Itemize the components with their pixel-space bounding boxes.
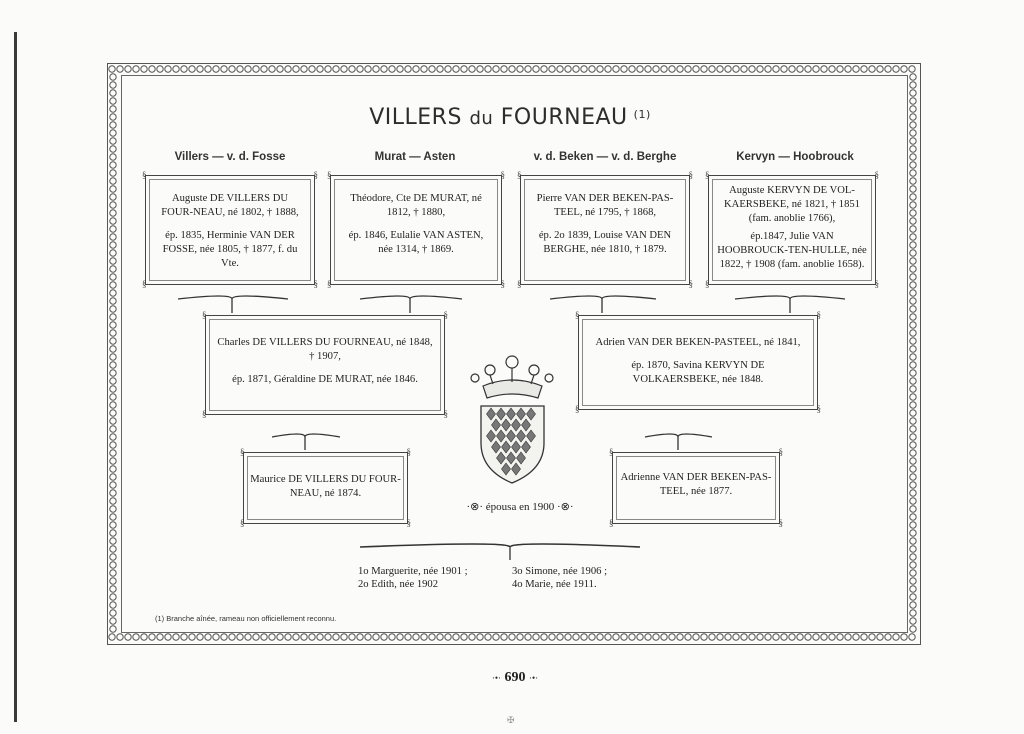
corner-ornament: § bbox=[313, 279, 318, 289]
grandfather-text: Auguste KERVYN DE VOL-KAERSBEKE, né 1821, † 1851 (fam. anoblie 1766), bbox=[724, 185, 860, 224]
brace-connector bbox=[178, 296, 288, 299]
corner-ornament: § bbox=[142, 170, 147, 180]
library-stamp-icon: ✠ bbox=[507, 715, 515, 725]
children-list-left bbox=[358, 565, 468, 591]
column-heading-3: v. d. Beken — v. d. Berghe bbox=[533, 151, 677, 163]
corner-ornament: § bbox=[517, 279, 522, 289]
wife-box bbox=[609, 447, 783, 528]
husband-text: Maurice DE VILLERS DU FOUR-NEAU, né 1874. bbox=[250, 474, 401, 499]
title-main: VILLERS bbox=[369, 105, 462, 130]
column-heading-2: Murat — Asten bbox=[374, 151, 456, 163]
corner-ornament: § bbox=[778, 447, 783, 457]
grandfather-text: Théodore, Cte DE MURAT, né 1812, † 1880, bbox=[350, 193, 482, 218]
child-entry: 4o Marie, née 1911. bbox=[512, 579, 597, 590]
page-ornament-right: ·•· bbox=[529, 673, 539, 683]
mother-text: ép. 1870, Savina KERVYN DE VOLKAERSBEKE, née 1848. bbox=[631, 360, 765, 385]
corner-ornament: § bbox=[609, 518, 614, 528]
grandmother-text: ép. 2o 1839, Louise VAN DEN BERGHE, née 1810, † 1879. bbox=[538, 230, 672, 255]
corner-ornament: § bbox=[406, 447, 411, 457]
corner-ornament: § bbox=[705, 279, 710, 289]
grandfather-text: Pierre VAN DER BEKEN-PAS-TEEL, né 1795, † 1868, bbox=[536, 193, 674, 218]
brace-connector bbox=[735, 296, 845, 299]
grandmother-text: ép. 1835, Herminie VAN DER FOSSE, née 1805, † 1877, f. du Vte. bbox=[162, 230, 298, 269]
title-name: FOURNEAU bbox=[500, 105, 628, 130]
children-list-right bbox=[512, 565, 607, 591]
corner-ornament: § bbox=[202, 409, 207, 419]
corner-ornament: § bbox=[443, 409, 448, 419]
father-text: Adrien VAN DER BEKEN-PASTEEL, né 1841, bbox=[595, 337, 801, 348]
corner-ornament: § bbox=[575, 404, 580, 414]
corner-ornament: § bbox=[816, 404, 821, 414]
title-note-ref: (1) bbox=[633, 108, 651, 121]
brace-connector bbox=[645, 434, 712, 437]
grandmother-text: ép.1847, Julie VAN HOOBROUCK-TEN-HULLE, née 1822, † 1908 (fam. anoblie 1658). bbox=[717, 231, 867, 270]
father-text: Charles DE VILLERS DU FOURNEAU, né 1848, † 1907, bbox=[217, 337, 433, 362]
corner-ornament: § bbox=[778, 518, 783, 528]
brace-connector bbox=[550, 296, 656, 299]
column-heading-4: Kervyn — Hoobrouck bbox=[736, 151, 854, 163]
corner-ornament: § bbox=[705, 170, 710, 180]
corner-ornament: § bbox=[240, 447, 245, 457]
corner-ornament: § bbox=[816, 310, 821, 320]
corner-ornament: § bbox=[517, 170, 522, 180]
grandfather-text: Auguste DE VILLERS DU FOUR-NEAU, né 1802, † 1888, bbox=[161, 193, 299, 218]
corner-ornament: § bbox=[202, 310, 207, 320]
coat-of-arms-icon bbox=[465, 348, 560, 488]
corner-ornament: § bbox=[575, 310, 580, 320]
corner-ornament: § bbox=[406, 518, 411, 528]
corner-ornament: § bbox=[443, 310, 448, 320]
parent-box-villers bbox=[202, 310, 448, 419]
husband-box bbox=[240, 447, 411, 528]
footnote: (1) Branche aînée, rameau non officiellement reconnu. bbox=[155, 614, 337, 623]
corner-ornament: § bbox=[688, 279, 693, 289]
corner-ornament: § bbox=[142, 279, 147, 289]
brace-connector bbox=[360, 296, 462, 299]
corner-ornament: § bbox=[240, 518, 245, 528]
corner-ornament: § bbox=[609, 447, 614, 457]
corner-ornament: § bbox=[500, 170, 505, 180]
child-entry: 1o Marguerite, née 1901 ; bbox=[358, 566, 468, 577]
ornament-left: ·⊗· bbox=[466, 501, 484, 513]
corner-ornament: § bbox=[313, 170, 318, 180]
corner-ornament: § bbox=[688, 170, 693, 180]
brace-connector bbox=[360, 544, 640, 547]
mother-text: ép. 1871, Géraldine DE MURAT, née 1846. bbox=[232, 374, 418, 385]
corner-ornament: § bbox=[874, 279, 879, 289]
marriage-text: épousa en 1900 bbox=[485, 501, 555, 513]
title-particle: du bbox=[469, 108, 494, 129]
page-ornament-left: ·•· bbox=[491, 673, 501, 683]
page-number bbox=[470, 670, 560, 686]
corner-ornament: § bbox=[874, 170, 879, 180]
wife-text: Adrienne VAN DER BEKEN-PAS-TEEL, née 1877. bbox=[620, 472, 772, 497]
parent-box-beken bbox=[575, 310, 821, 414]
column-heading-1: Villers — v. d. Fosse bbox=[174, 151, 286, 163]
corner-ornament: § bbox=[327, 170, 332, 180]
page-number-text: 690 bbox=[504, 670, 526, 685]
grandmother-text: ép. 1846, Eulalie VAN ASTEN, née 1314, † 1869. bbox=[348, 230, 484, 255]
corner-ornament: § bbox=[327, 279, 332, 289]
corner-ornament: § bbox=[500, 279, 505, 289]
child-entry: 2o Edith, née 1902 bbox=[358, 579, 439, 590]
marriage-caption bbox=[440, 500, 600, 513]
brace-connector bbox=[272, 434, 340, 437]
child-entry: 3o Simone, née 1906 ; bbox=[512, 566, 608, 577]
ornament-right: ·⊗· bbox=[556, 501, 574, 513]
